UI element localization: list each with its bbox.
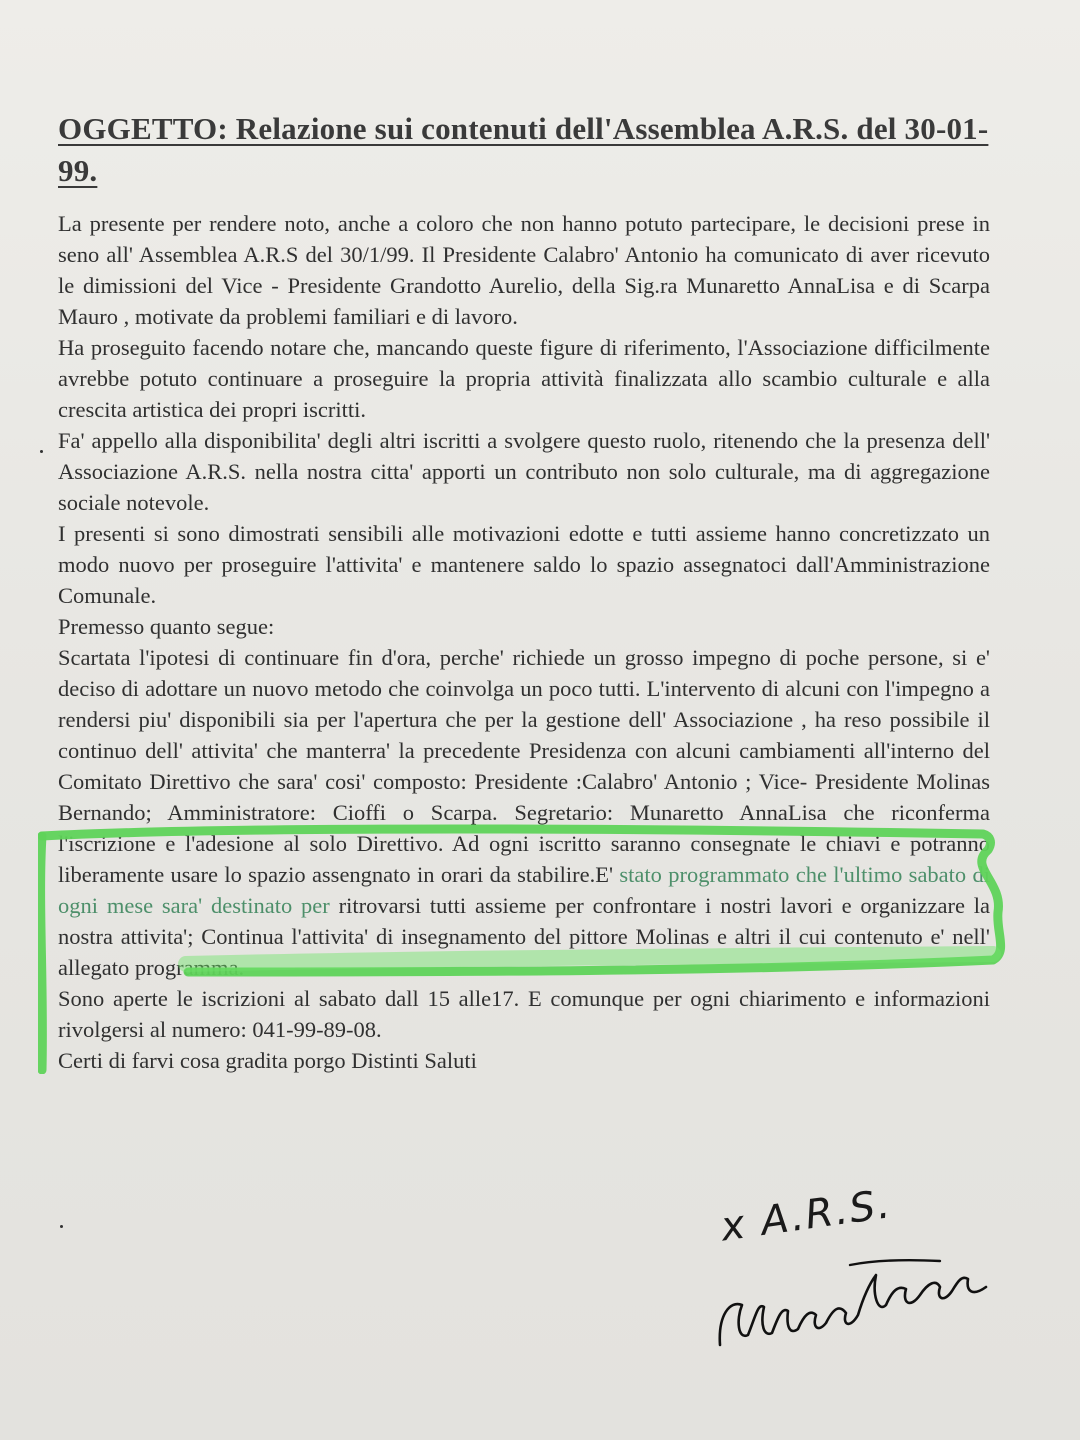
document-body [58, 208, 990, 1076]
ink-dot [40, 450, 43, 453]
paragraph-appeal: Fa' appello alla disponibilita' degli altri iscritti a svolgere questo ruolo, ritenendo che la presenza dell' Associazione A.R.S. nella nostra citta' apporti un contributo non solo culturale, ma di aggregazione sociale notevole. [58, 428, 990, 515]
paragraph-enrollment: Sono aperte le iscrizioni al sabato dall 15 alle17. E comunque per ogni chiarimento e informazioni rivolgersi al numero: 041-99-89-08. [58, 986, 990, 1042]
decisions-text-start: Scartata l'ipotesi di continuare fin d'ora, perche' richiede un grosso impegno di poche persone, si e' deciso di adottare un nuovo metodo che coinvolga un poco tutti. L'intervento di alcuni con l'impegno a rendersi piu' disponibili sia per l'apertura che per la gestione dell' Associazione , ha reso possibile il continuo dell' attivita' che manterra' la precedente Presidenza con alcuni cambiamenti all'interno del Comitato Direttivo che sara' cosi' composto: Presidente :Calabro' Antonio ; Vice- Presidente Molinas Bernando; Amministratore: Cioffi o Scarpa. Segretario: Munaretto AnnaLisa che riconferma l'iscrizione e l'adesione al solo Direttivo. Ad ogni iscritto saranno consegnate le chiavi e potranno liberamente usare lo spazio assengnato in orari da stabilire.E' [58, 645, 990, 887]
highlighted-text: stato programmato che l'ultimo sabato di ogni mese sara' destinato per [58, 862, 990, 918]
document-title: OGGETTO: Relazione sui contenuti dell'Assemblea A.R.S. del 30-01-99. [58, 111, 989, 188]
paragraph-continuation: Ha proseguito facendo notare che, mancando queste figure di riferimento, l'Associazione difficilmente avrebbe potuto continuare a proseguire la propria attività finalizzata allo scambio culturale e alla crescita artistica dei propri iscritti. [58, 335, 990, 422]
handwritten-signature [700, 1195, 1000, 1375]
paragraph-response: I presenti si sono dimostrati sensibili alle motivazioni edotte e tutti assieme hanno concretizzato un modo nuovo per proseguire l'attivita' e mantenere saldo lo spazio assegnatoci dall'Amministrazione Comunale. [58, 521, 990, 608]
decisions-text-end: ritrovarsi tutti assieme per confrontare i nostri lavori e organizzare la nostra attivita'; Continua l'attivita' di insegnamento del pittore Molinas e altri il cui contenuto e' nell' allegato programma. [58, 893, 990, 980]
paragraph-intro: La presente per rendere noto, anche a coloro che non hanno potuto partecipare, le decisioni prese in seno all' Assemblea A.R.S del 30/1/99. Il Presidente Calabro' Antonio ha comunicato di aver ricevuto le dimissioni del Vice - Presidente Grandotto Aurelio, della Sig.ra Munaretto AnnaLisa e di Scarpa Mauro , motivate da problemi familiari e di lavoro. [58, 211, 990, 329]
ars-stamp: x A.R.S. [718, 1181, 895, 1251]
document-header [58, 108, 990, 192]
ink-dot [60, 1225, 63, 1228]
paragraph-closing: Certi di farvi cosa gradita porgo Distinti Saluti [58, 1048, 477, 1073]
paragraph-decisions [58, 642, 990, 983]
paragraph-premise: Premesso quanto segue: [58, 614, 275, 639]
